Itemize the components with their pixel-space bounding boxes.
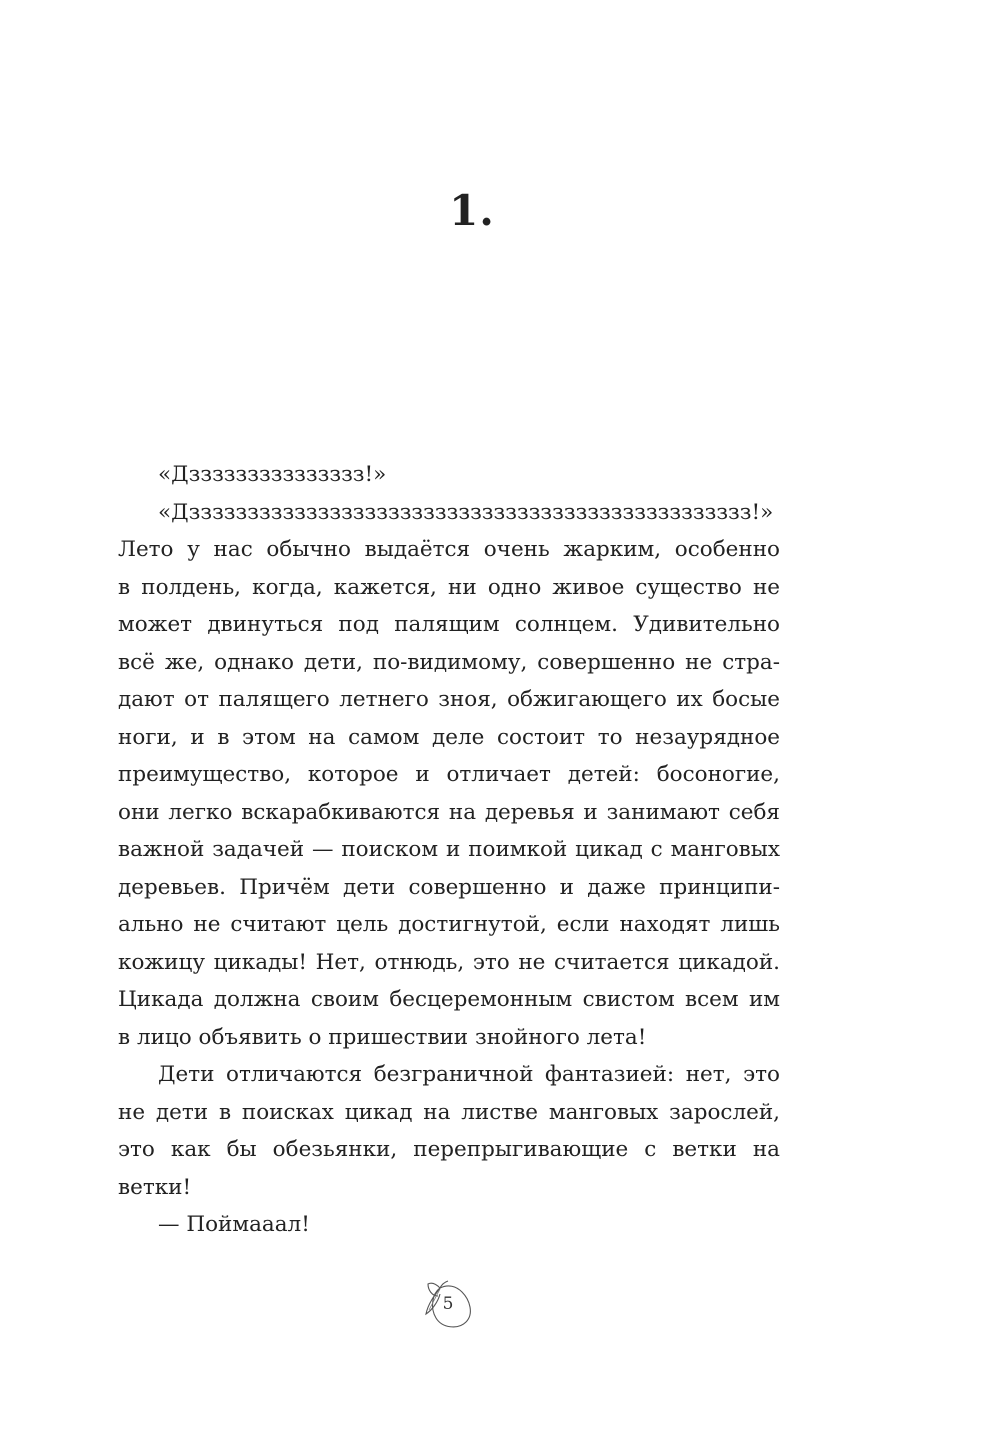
text-line: Лето у нас обычно выдаётся очень жарким, особенно [118, 537, 780, 562]
text-line: деревьев. Причём дети совершенно и даже принципи- [118, 874, 780, 900]
text-line: преимущество, которое и отличает детей: босоногие, [118, 762, 780, 787]
text-line: Цикада должна своим бесцеремонным свистом всем им [118, 987, 780, 1012]
text-line: дают от палящего летнего зноя, обжигающего их босые [118, 687, 780, 712]
text-line: ноги, и в этом на самом деле состоит то незаурядное [118, 724, 780, 750]
text-line: может двинуться под палящим солнцем. Удивительно [118, 612, 780, 637]
text-line: ветки! [118, 1174, 192, 1200]
text-line: в полдень, когда, кажется, ни одно живое существо не [118, 574, 780, 600]
text-line: они легко вскарабкиваются на деревья и занимают себя [118, 799, 780, 825]
text-line: это как бы обезьянки, перепрыгивающие с ветки на [118, 1137, 780, 1162]
text-line: важной задачей — поиском и поимкой цикад с манговых [118, 837, 780, 862]
text-line: не дети в поисках цикад на листве манговых зарослей, [118, 1099, 780, 1125]
chapter-number: 1. [449, 186, 495, 235]
text-line: всё же, однако дети, по-видимому, совершенно не стра- [118, 649, 780, 675]
text-line: кожицу цикады! Нет, отнюдь, это не считается цикадой. [118, 949, 780, 975]
text-line: — Поймааал! [158, 1212, 310, 1237]
text-line: «Дззззззззззззззз!» [158, 462, 387, 487]
page-number: 5 [442, 1294, 454, 1314]
body-text [118, 456, 780, 1244]
text-line: «Дзззззззззззззззззззззззззззззззззззззззззззззззз!» [158, 499, 774, 525]
text-line: в лицо объявить о пришествии знойного лета! [118, 1024, 647, 1050]
text-line: Дети отличаются безграничной фантазией: нет, это [158, 1062, 780, 1087]
text-line: ально не считают цель достигнутой, если находят лишь [118, 912, 780, 937]
